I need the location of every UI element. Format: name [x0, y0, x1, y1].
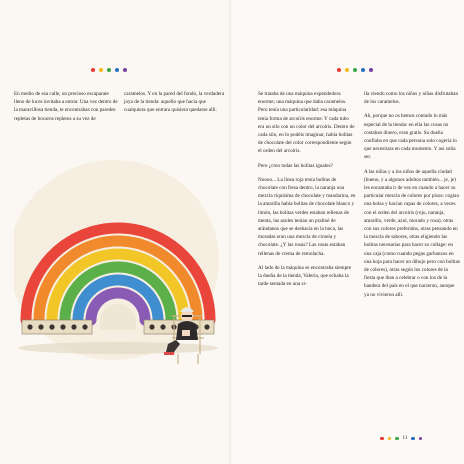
paragraph: En medio de esa calle, un precioso escaparate lleno de luces invitaba a entrar. Una vez dentro de la maravillosa tienda, te encontrabas con paredes repletas de bocaros repletos a su vez de: [14, 91, 118, 122]
yellow-dot: [99, 68, 103, 72]
green-dot: [107, 68, 111, 72]
paragraph: Se trataba de una máquina expendedora enorme; una máquina que daba caramelos. Pero tenía una particularidad: esa máquina tenía forma de arcoíris enorme. Y cada tubo era un silo con un color del arcoíris. Dentro de cada silo, en lo podéis imaginar, había bolitas de chocolate del color correspondiente según el orden del arcoíris.: [258, 91, 355, 155]
paragraph: Noooo... La línea roja tenía bolitas de chocolate con fresa dentro, la naranja una mezcla riquísima de chocolate y mandarina, en la amarilla había bolitas de chocolate blanco y limón, las bolitas verdes estaban rellenas de menta, las azules tenían un praliné de arándanos que se deshacía en la boca, las moradas eran una mezcla de ciruela y chocolate. ¿Y las rosas? Las rosas estaban rellenas de crema de remolacha.: [258, 176, 356, 257]
paragraph: Al lado de la máquina se encontraba siempre la dueña de la tienda, Valeria, que echaba la tarde sentada en una si-: [258, 264, 352, 288]
paragraph: Pero ¿creo todas las bolitas iguales?: [258, 162, 333, 169]
page-number: 11: [402, 436, 408, 441]
paragraph: lla viendo como los niños y niñas disfrutaban de los caramelos.: [364, 91, 459, 106]
left-column-2: [124, 90, 228, 121]
red-dot: [380, 437, 384, 441]
blue-dot: [411, 437, 415, 441]
paragraph: A las niñas y a los niños de aquella ciudad (bueno, y a algunos adultos también... je, je) les encantaba ir de vez en cuando a hacer su particular mezcla de colores por pisos: cogían una bolsa y hacían capas de colores, a veces con el orden del arcoíris (rojo, naranja, amarillo, verde, azul, morado y rosa), otras con sus colores preferidos, otras pensando en la mezcla de sabores, otras eligiendo las bolitas necesarias para hacer su collage: en una caja (como cuando pegas garbanzos en una hoja para hacer un dibujo pero con bolitas de colores), otras según los colores de la fiesta que iban a celebrar o con los de la bandera del país en el que nacieron, aunque ya no vivieron allí.: [364, 168, 460, 298]
green-dot: [353, 68, 357, 72]
purple-dot: [123, 68, 127, 72]
right-page: [232, 0, 464, 464]
green-dot: [395, 437, 399, 441]
paragraph: Ah, porque no os hemos contado lo más especial de la tienda: en ella las cosas no costaban dinero, eran gratis. Su dueña confiaba en que cada persona solo cogería lo que necesitara en cada momento. Y así solía ser.: [364, 113, 457, 161]
red-dot: [337, 68, 341, 72]
color-dots-left: [91, 68, 127, 72]
purple-dot: [369, 68, 373, 72]
left-column-1: [14, 90, 118, 129]
yellow-dot: [345, 68, 349, 72]
right-column-1: [258, 90, 356, 294]
purple-dot: [419, 437, 423, 441]
color-dots-right: [337, 68, 373, 72]
paragraph: caramelos. Y en la pared del fondo, la verdadera joya de la tienda: aquello que hacía que cualquiera que entrara quisiera quedarse allí.: [124, 91, 225, 114]
rainbow-machine-illustration: [14, 140, 222, 370]
right-column-2: [364, 90, 460, 305]
page-footer: [380, 436, 422, 441]
yellow-dot: [388, 437, 392, 441]
red-dot: [91, 68, 95, 72]
blue-dot: [115, 68, 119, 72]
blue-dot: [361, 68, 365, 72]
